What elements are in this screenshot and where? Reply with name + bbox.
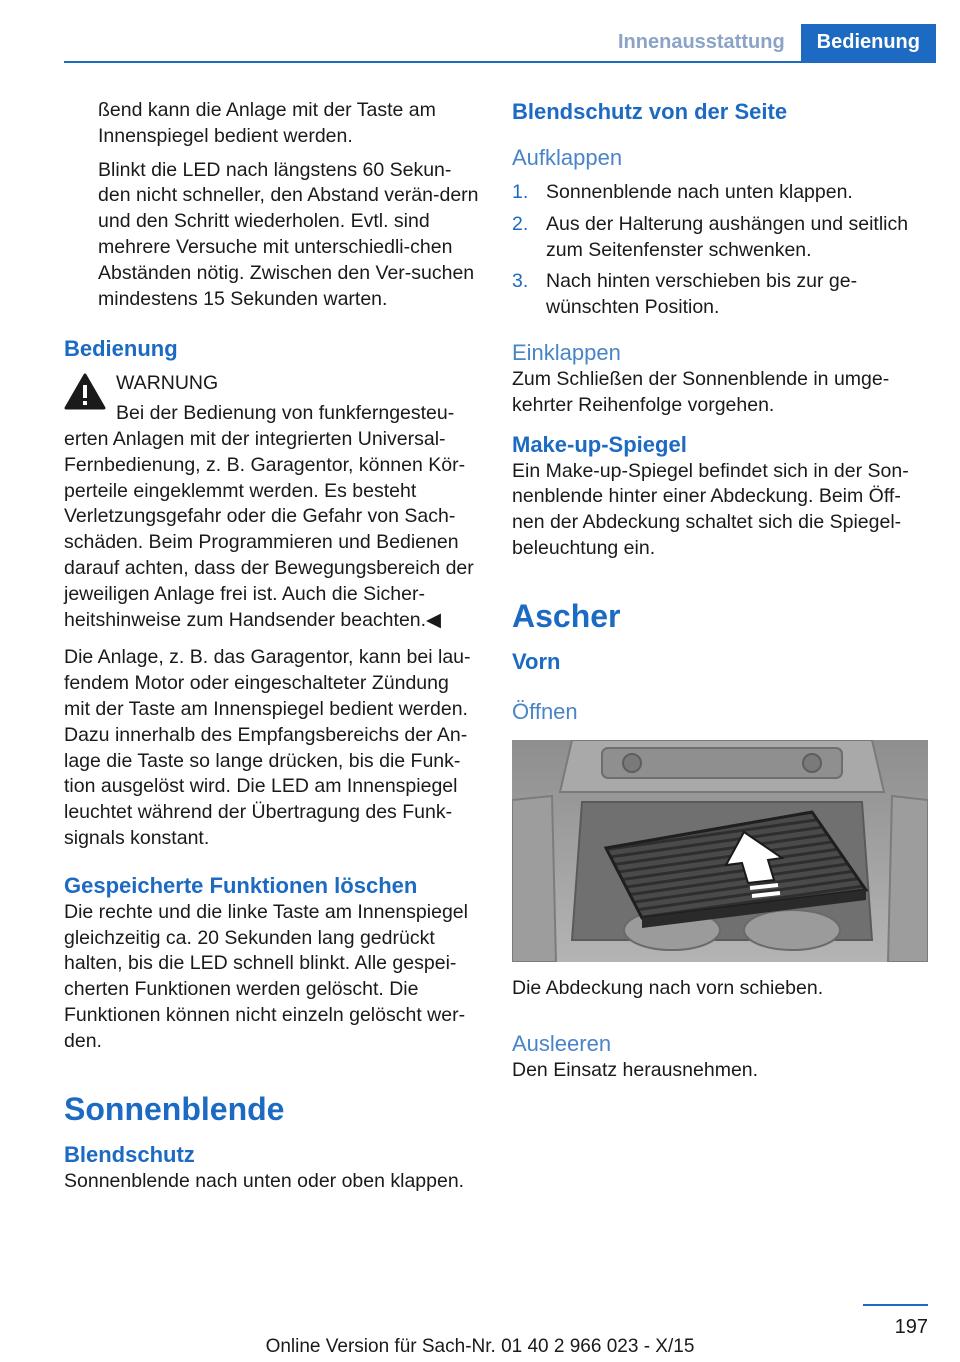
blendschutz-seite-heading: Blendschutz von der Seite xyxy=(512,99,788,124)
warning-triangle-icon xyxy=(64,373,106,411)
ausleeren-paragraph: Den Einsatz herausnehmen. xyxy=(512,1058,759,1081)
intro-paragraph-1: ßend kann die Anlage mit der Taste am Innenspiegel bedient werden. xyxy=(98,99,436,147)
right-column xyxy=(512,98,928,1083)
delete-paragraph: Die rechte und die linke Taste am Innenspiegel gleichzeitig ca. 20 Sekunden lang gedrückt halten, bis die LED schnell blinkt. Alle gespei‐cherten Funktionen werden gelöscht. Die Funktionen können nicht einzeln gelöscht wer‐den. xyxy=(64,900,468,1052)
tab-innenausstattung[interactable]: Innenausstattung xyxy=(602,24,801,61)
einklappen-heading: Einklappen xyxy=(512,339,621,365)
oeffnen-heading: Öffnen xyxy=(512,698,578,724)
step-number: 3. xyxy=(512,270,529,293)
delete-heading: Gespeicherte Funktionen löschen xyxy=(64,872,418,898)
warning-line-1: Bei der Bedienung von funkferngesteu‐ xyxy=(116,402,455,425)
vorn-heading: Vorn xyxy=(512,648,561,674)
tab-bedienung[interactable]: Bedienung xyxy=(801,24,936,61)
warning-text: erten Anlagen mit der integrierten Universal-Fernbedienung, z. B. Garagentor, können Kör‐perteile eingeklemmt werden. Es besteht Verletzungsgefahr oder die Gefahr von Sach‐schäden. Beim Programmieren und Bedienen darauf achten, dass der Bewegungsbereich der jeweiligen Anlage frei ist. Auch die Sicher‐heitshinweise zum Handsender beachten.◀ xyxy=(64,427,474,631)
header-tabs xyxy=(602,24,936,61)
ashtray-figure xyxy=(512,740,928,962)
aufklappen-heading: Aufklappen xyxy=(512,145,623,170)
operation-paragraph: Die Anlage, z. B. das Garagentor, kann bei lau‐fendem Motor oder eingeschalteter Zündung mit der Taste am Innenspiegel bedient werden. Dazu innerhalb des Empfangsbereichs der An‐lage die Taste so lange drücken, bis die Funk‐tion ausgelöst wird. Die LED am Innenspiegel leuchtet während der Übertragung des Funk‐signals konstant. xyxy=(64,646,471,849)
left-column xyxy=(64,98,479,1194)
online-version-note: Online Version für Sach-Nr. 01 40 2 966 023 - X/15 xyxy=(265,1336,695,1357)
intro-paragraph-2: Blinkt die LED nach längstens 60 Sekun‐den nicht schneller, den Abstand verän‐dern und den Schritt wiederholen. Evtl. sind mehrere Versuche mit unterschiedli‐chen Abständen nötig. Zwischen den Ver‐suchen mindestens 15 Sekunden warten. xyxy=(98,158,479,310)
header-rule xyxy=(64,61,936,63)
bedienung-heading: Bedienung xyxy=(64,336,178,362)
page-number: 197 xyxy=(894,1316,928,1338)
step-item xyxy=(512,180,928,206)
warning-title: WARNUNG xyxy=(116,372,219,395)
step-text: Aus der Halterung aushängen und seitlich zum Seitenfenster schwenken. xyxy=(546,212,909,261)
sonnenblende-title: Sonnenblende xyxy=(64,1090,285,1127)
step-text: Nach hinten verschieben bis zur ge‐wünschten Position. xyxy=(546,270,858,319)
makeup-paragraph: Ein Make-up-Spiegel befindet sich in der Son‐nenblende hinter einer Abdeckung. Beim Öff‐nen der Abdeckung schaltet sich die Spiegel‐beleuchtung ein. xyxy=(512,459,909,559)
step-number: 2. xyxy=(512,212,529,235)
ashtray-illustration xyxy=(512,740,928,962)
figure-caption: Die Abdeckung nach vorn schieben. xyxy=(512,976,824,999)
footer-rule xyxy=(863,1304,928,1306)
step-number: 1. xyxy=(512,181,529,203)
blendschutz-heading: Blendschutz xyxy=(64,1141,195,1167)
aufklappen-steps xyxy=(512,180,928,321)
ascher-title: Ascher xyxy=(512,597,621,634)
einklappen-paragraph: Zum Schließen der Sonnenblende in umge‐kehrter Reihenfolge vorgehen. xyxy=(512,367,890,416)
warning-block xyxy=(64,371,479,633)
ausleeren-heading: Ausleeren xyxy=(512,1030,612,1056)
blendschutz-paragraph: Sonnenblende nach unten oder oben klappen. xyxy=(64,1169,465,1192)
makeup-heading: Make-up-Spiegel xyxy=(512,431,687,457)
step-item xyxy=(512,269,928,321)
step-text: Sonnenblende nach unten klappen. xyxy=(546,181,853,203)
step-item xyxy=(512,212,928,264)
